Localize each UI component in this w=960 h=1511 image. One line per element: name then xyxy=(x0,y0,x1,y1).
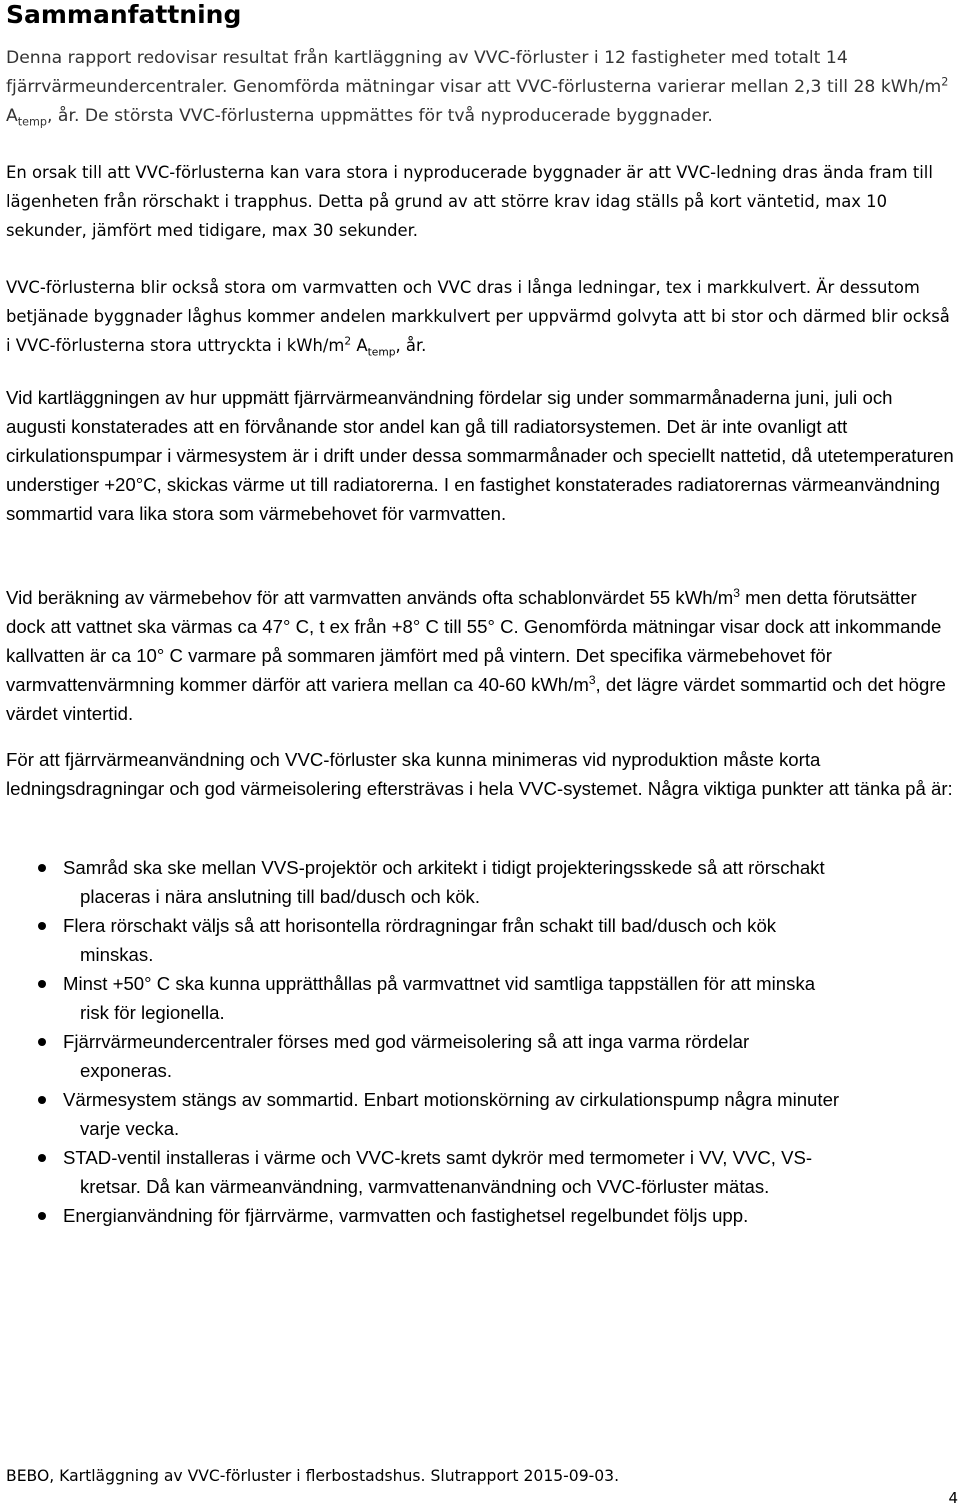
text-run: Denna rapport redovisar resultat från kartläggning av VVC-förluster i 12 fastigheter med totalt 14 fjärrvärmeundercentraler. Genomförda mätningar visar att VVC-förlusterna varierar mellan 2,3 till 28 kWh/m xyxy=(6,48,942,97)
bullet-icon xyxy=(38,1212,46,1220)
superscript: 3 xyxy=(733,585,740,600)
paragraph-summary-intro xyxy=(6,44,956,131)
subscript: temp xyxy=(17,115,47,129)
bullet-icon xyxy=(38,980,46,988)
text-run: men detta förutsätter dock att vattnet ska värmas ca 47° C, t ex från +8° C till 55° C. Genomförda mätningar visar dock att inkommande kallvatten är ca 10° C varmare på sommaren jämfört med på vintern. Det specifika värmebehovet för varmvattenvärmning kommer därför att variera mellan ca 40-60 kWh/m xyxy=(6,587,942,695)
page-number: 4 xyxy=(948,1489,958,1507)
page-footer: BEBO, Kartläggning av VVC-förluster i flerbostadshus. Slutrapport 2015-09-03. xyxy=(6,1467,620,1485)
text-run: Vid beräkning av värmebehov för att varmvatten används ofta schablonvärdet 55 kWh/m xyxy=(6,587,734,608)
list-item-continuation: kretsar. Då kan värmeanvändning, varmvattenanvändning och VVC-förluster mätas. xyxy=(80,1176,770,1197)
paragraph-heat-demand xyxy=(6,583,956,728)
paragraph-summer-usage: Vid kartläggningen av hur uppmätt fjärrvärmeanvändning fördelar sig under sommarmånaderna juni, juli och augusti konstaterades att en förvånande stor andel kan gå till radiatorsystemen. Det är inte ovanligt att cirkulationspumpar i värmesystem är i drift under dessa sommarmånader och speciellt nattetid, då utetemperaturen understiger +20°C, skickas värme ut till radiatorerna. I en fastighet konstaterades radiatorernas värmeanvändning sommartid vara lika stora som värmebehovet för varmvatten. xyxy=(6,387,954,524)
page-title: Sammanfattning xyxy=(6,0,242,29)
list-item-text: Fjärrvärmeundercentraler förses med god värmeisolering så att inga varma rördelar xyxy=(63,1031,750,1052)
text-run: , år. De största VVC-förlusterna uppmättes för två nyproducerade byggnader. xyxy=(47,106,713,126)
list-item-continuation: risk för legionella. xyxy=(80,1002,225,1023)
bullet-icon xyxy=(38,1154,46,1162)
bullet-icon xyxy=(38,1096,46,1104)
paragraph-cause: En orsak till att VVC-förlusterna kan vara stora i nyproducerade byggnader är att VVC-ledning dras ända fram till lägenheten från rörschakt i trapphus. Detta på grund av att större krav idag ställs på kort väntetid, max 10 sekunder, jämfört med tidigare, max 30 sekunder. xyxy=(6,163,933,240)
list-item-continuation: minskas. xyxy=(80,944,154,965)
text-run: A xyxy=(351,336,368,355)
bullet-icon xyxy=(38,922,46,930)
list-item xyxy=(6,969,956,1027)
list-item xyxy=(6,853,956,911)
list-item-text: Värmesystem stängs av sommartid. Enbart motionskörning av cirkulationspump några minuter xyxy=(63,1089,840,1110)
list-item-text: Minst +50° C ska kunna upprätthållas på varmvattnet vid samtliga tappställen för att minska xyxy=(63,973,816,994)
text-run: , år. xyxy=(395,336,427,355)
list-item-continuation: varje vecka. xyxy=(80,1118,180,1139)
paragraph-long-pipes xyxy=(6,273,956,360)
list-item xyxy=(6,1085,956,1143)
superscript: 3 xyxy=(588,672,596,687)
text-run: A xyxy=(6,106,18,126)
paragraph-recommendations-intro: För att fjärrvärmeanvändning och VVC-förluster ska kunna minimeras vid nyproduktion måste korta ledningsdragningar och god värmeisolering eftersträvas i hela VVC-systemet. Några viktiga punkter att tänka på är: xyxy=(6,749,953,799)
list-item xyxy=(6,1027,956,1085)
recommendation-list xyxy=(6,853,956,1230)
superscript: 2 xyxy=(941,75,949,89)
list-item xyxy=(6,1201,956,1230)
list-item xyxy=(6,911,956,969)
list-item xyxy=(6,1143,956,1201)
list-item-continuation: placeras i nära anslutning till bad/dusch och kök. xyxy=(80,886,481,907)
list-item-text: Samråd ska ske mellan VVS-projektör och arkitekt i tidigt projekteringsskede så att rörschakt xyxy=(63,857,825,878)
text-run: VVC-förlusterna blir också stora om varmvatten och VVC dras i långa ledningar, tex i markkulvert. Är dessutom betjänade byggnader låghus kommer andelen markkulvert per uppvärmd golvyta att bi stor och därmed blir också i VVC-förlusterna stora uttryckta i kWh/m xyxy=(6,278,950,355)
list-item-text: STAD-ventil installeras i värme och VVC-krets samt dykrör med termometer i VV, VVC, VS- xyxy=(63,1147,813,1168)
list-item-continuation: exponeras. xyxy=(80,1060,172,1081)
list-item-text: Flera rörschakt väljs så att horisontella rördragningar från schakt till bad/dusch och kök xyxy=(63,915,777,936)
bullet-icon xyxy=(38,864,46,872)
superscript: 2 xyxy=(344,334,352,348)
subscript: temp xyxy=(367,345,396,359)
text-run: , det lägre värdet sommartid och det högre värdet vintertid. xyxy=(6,674,946,724)
list-item-text: Energianvändning för fjärrvärme, varmvatten och fastighetsel regelbundet följs upp. xyxy=(63,1205,749,1226)
bullet-icon xyxy=(38,1038,46,1046)
